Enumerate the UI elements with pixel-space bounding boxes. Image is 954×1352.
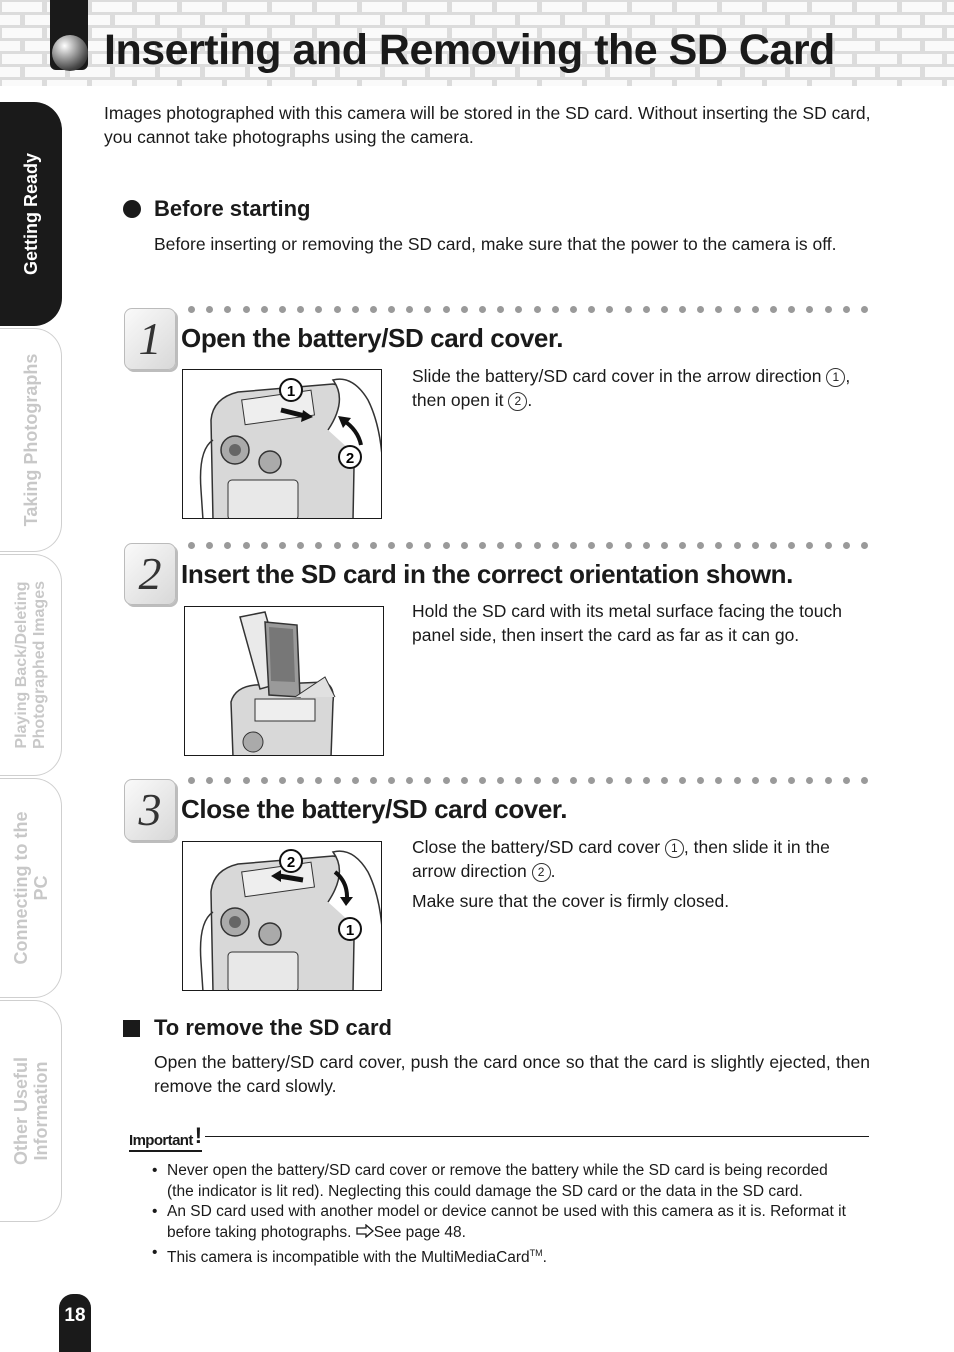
separator-dot — [679, 777, 686, 784]
step-3-text — [412, 835, 872, 913]
separator-dot — [606, 542, 613, 549]
separator-dot — [534, 542, 541, 549]
svg-text:2: 2 — [286, 854, 296, 871]
before-heading-label: Before starting — [154, 196, 311, 221]
sidebar-tab-getting-ready[interactable] — [0, 102, 62, 326]
trademark-mark: TM — [529, 1248, 543, 1258]
separator-dot — [206, 306, 213, 313]
sphere-icon — [52, 35, 88, 71]
separator-dot — [243, 306, 250, 313]
separator-dot — [497, 306, 504, 313]
svg-text:1: 1 — [286, 383, 296, 400]
separator-dot — [479, 306, 486, 313]
separator-dot — [352, 542, 359, 549]
separator-dot — [570, 306, 577, 313]
separator-dot — [734, 542, 741, 549]
circled-number: 1 — [826, 368, 845, 387]
step-text-part: Slide the battery/SD card cover in the arrow direction — [412, 366, 827, 386]
separator-dot — [261, 542, 268, 549]
separator-dot — [315, 306, 322, 313]
separator-dot — [570, 777, 577, 784]
step-text-part: . — [527, 390, 533, 410]
separator-dot — [825, 306, 832, 313]
sidebar-tab-label: Other Useful Information — [10, 1056, 51, 1166]
separator-dot — [206, 542, 213, 549]
separator-dot — [661, 306, 668, 313]
separator-dot — [297, 306, 304, 313]
list-item — [152, 1202, 852, 1243]
step-text-part: . — [550, 861, 556, 881]
separator-dot — [843, 542, 850, 549]
separator-dot — [297, 542, 304, 549]
sidebar-tab-playing-back[interactable] — [0, 554, 62, 776]
separator-dot — [388, 542, 395, 549]
sidebar-tab-label: Playing Back/Deleting Photographed Images — [12, 580, 48, 750]
separator-dot — [406, 542, 413, 549]
separator-dot — [461, 542, 468, 549]
separator-dot — [697, 777, 704, 784]
separator-dot — [443, 777, 450, 784]
separator-dot — [497, 777, 504, 784]
circled-number: 1 — [665, 839, 684, 858]
separator-dot — [625, 306, 632, 313]
separator-dot — [279, 777, 286, 784]
step-number: 1 — [124, 308, 176, 370]
page-header — [0, 0, 954, 86]
separator-dot — [843, 777, 850, 784]
separator-dot — [715, 777, 722, 784]
separator-dot — [406, 306, 413, 313]
separator-dot — [552, 306, 559, 313]
separator-dot — [570, 542, 577, 549]
note-text: Never open the battery/SD card cover or remove the battery while the SD card is being recorded (the indicator is lit red). Neglecting this could damage the SD card or the data in the SD card. — [167, 1162, 828, 1200]
separator-dot — [352, 777, 359, 784]
separator-dot — [752, 542, 759, 549]
separator-dot — [643, 542, 650, 549]
square-bullet-icon — [123, 1020, 140, 1037]
separator-dot — [679, 306, 686, 313]
separator-dot — [497, 542, 504, 549]
separator-dot — [370, 777, 377, 784]
list-item — [152, 1161, 852, 1202]
sidebar-tab-other-info[interactable] — [0, 1000, 62, 1222]
separator-dot — [534, 777, 541, 784]
separator-dot — [715, 306, 722, 313]
step-text-part: , then slide it in the arrow direction — [412, 837, 830, 881]
separator-dot — [606, 306, 613, 313]
separator-dot — [806, 777, 813, 784]
camera-insert-card-illustration — [184, 606, 384, 756]
separator-dot — [861, 306, 868, 313]
step-text-part: Make sure that the cover is firmly closed. — [412, 891, 730, 911]
step-text-part: , then open it — [412, 366, 851, 410]
sidebar-tab-taking-photographs[interactable] — [0, 328, 62, 552]
step-title: Close the battery/SD card cover. — [181, 794, 568, 824]
separator-dot — [443, 306, 450, 313]
important-box — [129, 1123, 869, 1153]
important-notes — [152, 1161, 852, 1269]
separator-dot — [625, 542, 632, 549]
sidebar-tab-label: Connecting to the PC — [10, 811, 51, 965]
separator-dot — [443, 542, 450, 549]
separator-dot — [352, 306, 359, 313]
separator-dot — [515, 542, 522, 549]
separator-dot — [424, 306, 431, 313]
separator-dot — [843, 306, 850, 313]
separator-dot — [388, 777, 395, 784]
step-text-part: Close the battery/SD card cover — [412, 837, 665, 857]
separator-dot — [715, 542, 722, 549]
step-title: Open the battery/SD card cover. — [181, 323, 564, 353]
separator-dot — [661, 542, 668, 549]
separator-dot — [388, 306, 395, 313]
arrow-right-icon — [356, 1224, 374, 1238]
circled-number: 2 — [532, 863, 551, 882]
note-text: . — [542, 1249, 547, 1267]
divider — [205, 1136, 869, 1137]
step-title: Insert the SD card in the correct orientation shown. — [181, 559, 793, 589]
separator-dot — [370, 542, 377, 549]
separator-dot — [770, 777, 777, 784]
separator-dot — [643, 306, 650, 313]
separator-dot — [606, 777, 613, 784]
separator-dot — [424, 542, 431, 549]
separator-dot — [770, 542, 777, 549]
separator-dot — [552, 542, 559, 549]
separator-dot — [752, 777, 759, 784]
list-item — [152, 1243, 852, 1269]
dotted-separator — [188, 777, 868, 787]
separator-dot — [315, 542, 322, 549]
separator-dot — [825, 777, 832, 784]
separator-dot — [734, 306, 741, 313]
separator-dot — [661, 777, 668, 784]
step-number: 2 — [124, 543, 176, 605]
separator-dot — [679, 542, 686, 549]
remove-heading-label: To remove the SD card — [154, 1015, 392, 1040]
separator-dot — [224, 542, 231, 549]
separator-dot — [334, 777, 341, 784]
before-text: Before inserting or removing the SD card, make sure that the power to the camera is off. — [154, 234, 837, 254]
svg-text:2: 2 — [345, 450, 355, 467]
separator-dot — [752, 306, 759, 313]
exclamation-icon: ! — [194, 1123, 202, 1148]
important-label-text: Important — [129, 1132, 193, 1149]
separator-dot — [279, 306, 286, 313]
remove-heading — [123, 1015, 392, 1041]
step-1-text — [412, 364, 872, 412]
separator-dot — [224, 306, 231, 313]
important-label — [129, 1123, 202, 1152]
sidebar-tab-label: Getting Ready — [20, 152, 41, 276]
separator-dot — [625, 777, 632, 784]
separator-dot — [334, 542, 341, 549]
separator-dot — [861, 777, 868, 784]
dotted-separator — [188, 542, 868, 552]
step-2-text — [412, 599, 872, 647]
separator-dot — [552, 777, 559, 784]
camera-close-cover-illustration — [182, 841, 382, 991]
separator-dot — [788, 777, 795, 784]
sidebar-tab-connecting-pc[interactable] — [0, 778, 62, 998]
camera-open-cover-illustration — [182, 369, 382, 519]
see-page-link[interactable]: See page 48. — [373, 1223, 466, 1241]
note-text: This camera is incompatible with the MultiMediaCard — [167, 1249, 530, 1267]
separator-dot — [461, 777, 468, 784]
circle-bullet-icon — [123, 200, 141, 218]
separator-dot — [825, 542, 832, 549]
separator-dot — [224, 777, 231, 784]
separator-dot — [588, 306, 595, 313]
circled-number: 2 — [508, 392, 527, 411]
separator-dot — [334, 306, 341, 313]
separator-dot — [461, 306, 468, 313]
separator-dot — [261, 777, 268, 784]
separator-dot — [188, 542, 195, 549]
separator-dot — [788, 542, 795, 549]
separator-dot — [861, 542, 868, 549]
note-text: An SD card used with another model or device cannot be used with this camera as it is. Reformat it before taking photographs. — [167, 1203, 846, 1241]
separator-dot — [243, 542, 250, 549]
separator-dot — [697, 306, 704, 313]
separator-dot — [261, 306, 268, 313]
separator-dot — [770, 306, 777, 313]
separator-dot — [515, 306, 522, 313]
separator-dot — [297, 777, 304, 784]
separator-dot — [734, 777, 741, 784]
page-number: 18 — [59, 1294, 91, 1352]
separator-dot — [534, 306, 541, 313]
separator-dot — [188, 777, 195, 784]
before-heading — [123, 196, 310, 222]
separator-dot — [697, 542, 704, 549]
remove-text: Open the battery/SD card cover, push the card once so that the card is slightly ejected, then remove the card slowly. — [154, 1052, 870, 1096]
separator-dot — [424, 777, 431, 784]
step-text-part: Hold the SD card with its metal surface facing the touch panel side, then insert the card as far as it can go. — [412, 601, 842, 645]
separator-dot — [643, 777, 650, 784]
separator-dot — [406, 777, 413, 784]
separator-dot — [479, 542, 486, 549]
separator-dot — [243, 777, 250, 784]
separator-dot — [806, 306, 813, 313]
step-number: 3 — [124, 779, 176, 841]
svg-text:1: 1 — [345, 922, 355, 939]
sidebar-tab-label: Taking Photographs — [20, 353, 41, 527]
separator-dot — [479, 777, 486, 784]
separator-dot — [806, 542, 813, 549]
separator-dot — [279, 542, 286, 549]
separator-dot — [588, 777, 595, 784]
separator-dot — [188, 306, 195, 313]
separator-dot — [206, 777, 213, 784]
separator-dot — [315, 777, 322, 784]
separator-dot — [370, 306, 377, 313]
separator-dot — [588, 542, 595, 549]
separator-dot — [515, 777, 522, 784]
intro-text: Images photographed with this camera will be stored in the SD card. Without inserting the SD card, you cannot take photographs using the camera. — [104, 103, 871, 147]
dotted-separator — [188, 306, 868, 316]
separator-dot — [788, 306, 795, 313]
page-title: Inserting and Removing the SD Card — [104, 26, 835, 74]
